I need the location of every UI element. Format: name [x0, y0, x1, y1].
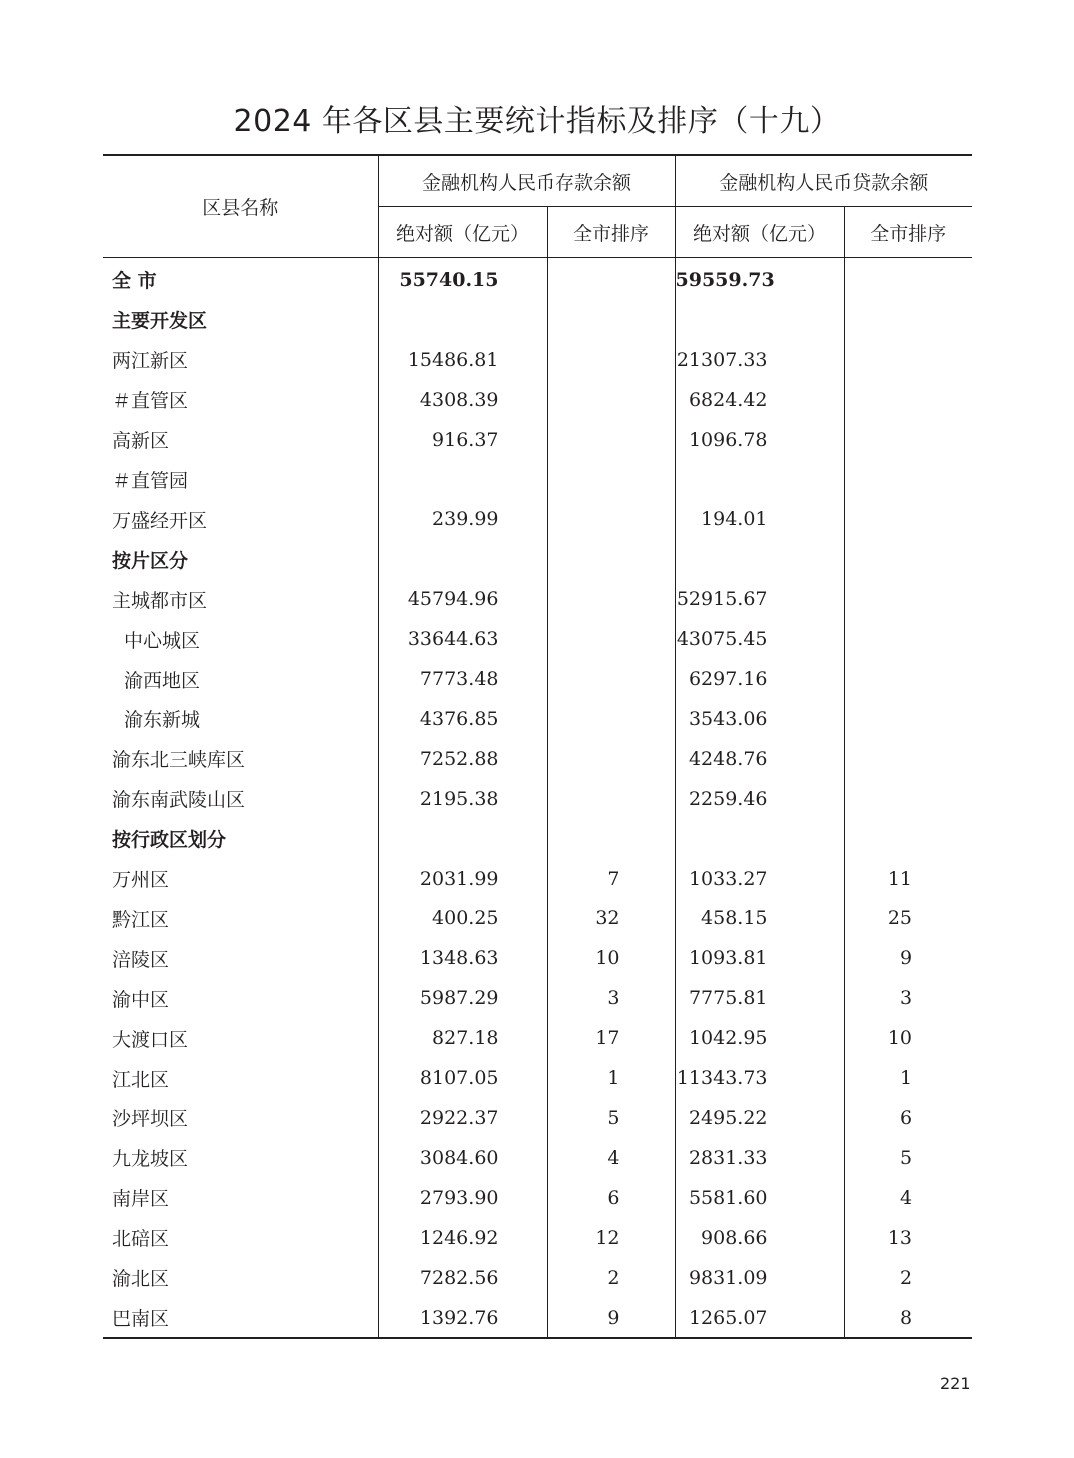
table-row [103, 460, 972, 500]
district-name: 渝中区 [112, 988, 170, 1011]
loan-amount [675, 539, 844, 579]
deposit-amount: 400.25 [378, 899, 547, 939]
deposit-amount [378, 539, 547, 579]
table-row [103, 819, 972, 859]
deposit-amount: 7252.88 [378, 739, 547, 779]
loan-amount: 2831.33 [675, 1138, 844, 1178]
loan-amount [675, 460, 844, 500]
loan-rank [844, 460, 972, 500]
deposit-rank [547, 380, 675, 420]
deposit-rank: 1 [547, 1058, 675, 1098]
district-name: 涪陵区 [112, 948, 170, 971]
deposit-rank [547, 340, 675, 380]
loan-rank: 5 [844, 1138, 972, 1178]
district-name-header: 区县名称 [103, 155, 378, 258]
loan-rank [844, 300, 972, 340]
deposit-rank [547, 539, 675, 579]
district-name: 主城都市区 [112, 589, 208, 612]
table-row [103, 659, 972, 699]
district-name: 渝西地区 [124, 669, 201, 692]
district-name: 全 市 [112, 270, 157, 293]
statistics-table [103, 154, 972, 1339]
loan-rank: 10 [844, 1018, 972, 1058]
loan-rank: 1 [844, 1058, 972, 1098]
deposit-amount: 2793.90 [378, 1178, 547, 1218]
loan-rank: 25 [844, 899, 972, 939]
loan-rank [844, 539, 972, 579]
deposit-amount-header: 绝对额（亿元） [378, 207, 547, 258]
loan-rank: 4 [844, 1178, 972, 1218]
deposit-rank: 4 [547, 1138, 675, 1178]
loan-amount: 1265.07 [675, 1298, 844, 1339]
deposit-amount: 827.18 [378, 1018, 547, 1058]
district-name: 巴南区 [103, 1298, 378, 1339]
district-name: 中心城区 [124, 629, 201, 652]
deposit-rank-header: 全市排序 [547, 207, 675, 258]
loan-amount: 7775.81 [675, 978, 844, 1018]
deposit-rank [547, 739, 675, 779]
table-row [103, 258, 972, 300]
deposit-amount: 15486.81 [378, 340, 547, 380]
table-row [103, 1138, 972, 1178]
loan-rank [844, 340, 972, 380]
table-row [103, 380, 972, 420]
deposit-balance-header: 金融机构人民币存款余额 [378, 155, 675, 207]
deposit-rank [547, 699, 675, 739]
district-name: ＃直管区 [112, 390, 189, 413]
loan-amount: 1033.27 [675, 859, 844, 899]
deposit-rank [547, 258, 675, 300]
loan-rank [844, 619, 972, 659]
table-row [103, 938, 972, 978]
loan-amount: 6824.42 [675, 380, 844, 420]
loan-amount: 43075.45 [675, 619, 844, 659]
district-name: 南岸区 [112, 1188, 170, 1211]
loan-rank: 6 [844, 1098, 972, 1138]
deposit-amount: 1392.76 [378, 1298, 547, 1339]
loan-amount: 458.15 [675, 899, 844, 939]
deposit-amount: 45794.96 [378, 579, 547, 619]
table-row [103, 739, 972, 779]
district-name: 万州区 [112, 869, 170, 892]
table-row [103, 1298, 972, 1339]
district-name: 沙坪坝区 [112, 1108, 189, 1131]
loan-amount: 1042.95 [675, 1018, 844, 1058]
deposit-rank: 17 [547, 1018, 675, 1058]
deposit-rank [547, 579, 675, 619]
loan-rank: 13 [844, 1218, 972, 1258]
loan-rank [844, 739, 972, 779]
deposit-amount: 916.37 [378, 420, 547, 460]
district-name: 两江新区 [112, 350, 189, 373]
table-row [103, 1218, 972, 1258]
loan-amount: 9831.09 [675, 1258, 844, 1298]
district-name: 九龙坡区 [112, 1148, 189, 1171]
table-row [103, 340, 972, 380]
deposit-rank [547, 779, 675, 819]
deposit-rank: 5 [547, 1098, 675, 1138]
deposit-amount: 4308.39 [378, 380, 547, 420]
loan-rank [844, 659, 972, 699]
loan-amount: 194.01 [675, 499, 844, 539]
table-row [103, 1058, 972, 1098]
deposit-amount: 3084.60 [378, 1138, 547, 1178]
loan-amount: 2495.22 [675, 1098, 844, 1138]
loan-rank [844, 380, 972, 420]
table-row [103, 899, 972, 939]
loan-amount: 6297.16 [675, 659, 844, 699]
district-name: ＃直管园 [112, 469, 189, 492]
loan-balance-header: 金融机构人民币贷款余额 [675, 155, 972, 207]
deposit-rank [547, 819, 675, 859]
page-number: 221 [940, 1374, 971, 1393]
district-name: 按行政区划分 [112, 829, 227, 852]
district-name: 江北区 [112, 1068, 170, 1091]
loan-rank [844, 699, 972, 739]
loan-amount: 1093.81 [675, 938, 844, 978]
table-body [103, 258, 972, 1339]
deposit-amount: 55740.15 [378, 258, 547, 300]
loan-rank [844, 258, 972, 300]
table-row [103, 499, 972, 539]
loan-amount: 3543.06 [675, 699, 844, 739]
table-row [103, 779, 972, 819]
deposit-amount [378, 819, 547, 859]
loan-rank [844, 779, 972, 819]
district-name: 按片区分 [112, 549, 189, 572]
deposit-rank [547, 300, 675, 340]
deposit-amount: 2922.37 [378, 1098, 547, 1138]
loan-rank [844, 499, 972, 539]
district-name: 高新区 [112, 430, 170, 453]
deposit-amount [378, 460, 547, 500]
loan-amount: 21307.33 [675, 340, 844, 380]
table-row [103, 420, 972, 460]
deposit-amount: 7282.56 [378, 1258, 547, 1298]
district-name: 渝东新城 [124, 709, 201, 732]
deposit-rank [547, 619, 675, 659]
deposit-amount: 239.99 [378, 499, 547, 539]
table-row [103, 300, 972, 340]
district-name: 渝北区 [112, 1268, 170, 1291]
deposit-rank: 7 [547, 859, 675, 899]
table-row [103, 619, 972, 659]
loan-rank-header: 全市排序 [844, 207, 972, 258]
district-name: 渝东南武陵山区 [112, 789, 246, 812]
district-name: 北碚区 [112, 1228, 170, 1251]
table-row [103, 1018, 972, 1058]
district-name: 渝东北三峡库区 [112, 749, 246, 772]
loan-amount: 4248.76 [675, 739, 844, 779]
table-row [103, 859, 972, 899]
deposit-rank: 2 [547, 1258, 675, 1298]
deposit-rank: 9 [547, 1298, 675, 1339]
page-title: 2024 年各区县主要统计指标及排序（十九） [233, 104, 841, 139]
loan-rank: 9 [844, 938, 972, 978]
deposit-rank [547, 460, 675, 500]
loan-amount: 11343.73 [675, 1058, 844, 1098]
loan-rank [844, 819, 972, 859]
loan-amount: 1096.78 [675, 420, 844, 460]
deposit-amount: 1348.63 [378, 938, 547, 978]
deposit-amount [378, 300, 547, 340]
loan-amount-header: 绝对额（亿元） [675, 207, 844, 258]
table-row [103, 978, 972, 1018]
loan-rank: 11 [844, 859, 972, 899]
deposit-rank: 12 [547, 1218, 675, 1258]
loan-amount: 908.66 [675, 1218, 844, 1258]
deposit-rank: 10 [547, 938, 675, 978]
table-row [103, 579, 972, 619]
loan-rank: 8 [844, 1298, 972, 1339]
table-row [103, 699, 972, 739]
loan-rank: 3 [844, 978, 972, 1018]
loan-amount [675, 300, 844, 340]
deposit-rank [547, 659, 675, 699]
loan-amount: 5581.60 [675, 1178, 844, 1218]
deposit-rank [547, 420, 675, 460]
deposit-rank: 3 [547, 978, 675, 1018]
loan-rank [844, 579, 972, 619]
table-row [103, 1258, 972, 1298]
district-name: 主要开发区 [112, 310, 208, 333]
loan-amount: 2259.46 [675, 779, 844, 819]
deposit-amount: 4376.85 [378, 699, 547, 739]
district-name: 黔江区 [112, 908, 170, 931]
deposit-rank: 32 [547, 899, 675, 939]
deposit-amount: 7773.48 [378, 659, 547, 699]
deposit-amount: 2031.99 [378, 859, 547, 899]
loan-amount: 59559.73 [675, 258, 844, 300]
district-name: 大渡口区 [112, 1028, 189, 1051]
deposit-amount: 33644.63 [378, 619, 547, 659]
table-row [103, 1098, 972, 1138]
district-name: 万盛经开区 [112, 509, 208, 532]
loan-amount [675, 819, 844, 859]
table-row [103, 1178, 972, 1218]
deposit-amount: 1246.92 [378, 1218, 547, 1258]
loan-rank [844, 420, 972, 460]
deposit-amount: 8107.05 [378, 1058, 547, 1098]
deposit-amount: 2195.38 [378, 779, 547, 819]
loan-amount: 52915.67 [675, 579, 844, 619]
deposit-rank: 6 [547, 1178, 675, 1218]
loan-rank: 2 [844, 1258, 972, 1298]
table-row [103, 539, 972, 579]
deposit-amount: 5987.29 [378, 978, 547, 1018]
table-header [103, 155, 972, 258]
deposit-rank [547, 499, 675, 539]
